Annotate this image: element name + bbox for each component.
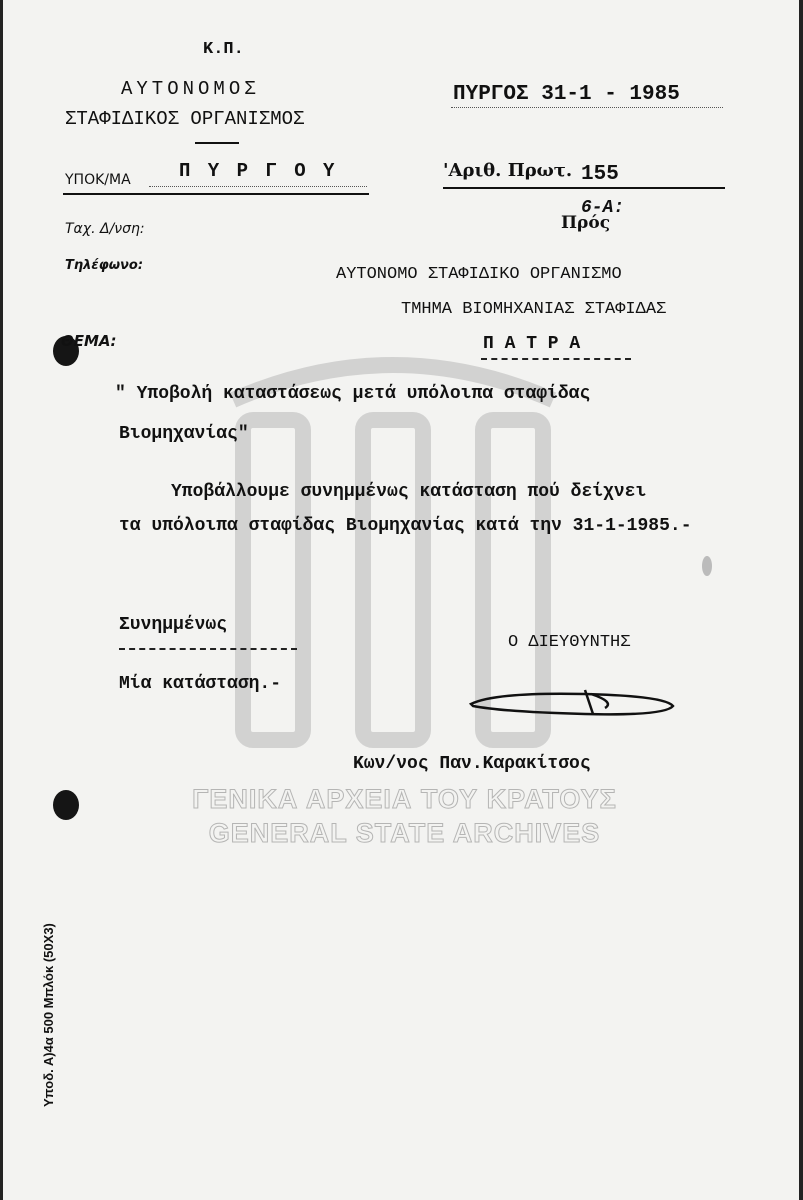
punch-hole-bottom (53, 790, 79, 820)
subject-line1: " Υποβολή καταστάσεως μετά υπόλοιπα σταφίδας (115, 384, 591, 404)
organization-name-line2: ΣΤΑΦΙΔΙΚΟΣ ΟΡΓΑΝΙΣΜΟΣ (65, 108, 305, 130)
postal-address-label: Ταχ. Δ/νση: (65, 221, 145, 237)
recipient-city: Π Α Τ Ρ Α (483, 334, 581, 354)
attachment-item: Μία κατάσταση.- (119, 674, 282, 694)
phone-label: Τηλέφωνο: (65, 258, 144, 273)
handwritten-signature-icon (465, 684, 685, 724)
attachments-label: Συνημμένως (119, 615, 228, 635)
watermark-english: GENERAL STATE ARCHIVES (208, 818, 601, 848)
paper-blemish (702, 556, 712, 576)
protocol-number: 155 (581, 163, 619, 186)
organization-name-line1: ΑΥΤΟΝΟΜΟΣ (121, 78, 260, 100)
recipient-line2: ΤΜΗΜΑ ΒΙΟΜΗΧΑΝΙΑΣ ΣΤΑΦΙΔΑΣ (401, 300, 667, 319)
recipient-line1: ΑΥΤΟΝΟΜΟ ΣΤΑΦΙΔΙΚΟ ΟΡΓΑΝΙΣΜΟ (336, 265, 622, 284)
subject-label: ΘΕΜΑ: (61, 332, 117, 350)
branch-value: Π Υ Ρ Γ Ο Υ (179, 160, 338, 182)
protocol-label: 'Αριθ. Πρωτ. (443, 160, 573, 181)
branch-label: ΥΠΟΚ/ΜΑ (65, 172, 131, 188)
place-date: ΠΥΡΓΟΣ 31-1 - 1985 (453, 83, 680, 106)
body-line2: τα υπόλοιπα σταφίδας Βιομηχανίας κατά την 31-1-1985.- (119, 516, 692, 536)
to-label: Πρός (561, 213, 611, 233)
watermark-greek: ΓΕΝΙΚΑ ΑΡΧΕΙΑ ΤΟΥ ΚΡΑΤΟΥΣ (192, 784, 617, 814)
body-line1: Υποβάλλουμε συνημμένως κατάσταση πού δείχνει (171, 482, 647, 502)
to-handwritten-note: 6-Α: (581, 198, 625, 218)
director-title: Ο ΔΙΕΥΘΥΝΤΗΣ (508, 633, 631, 652)
kp-label: Κ.Π. (203, 40, 244, 59)
side-print-note: Υποδ. Α)4α 500 Μπλόκ (50Χ3) (41, 923, 56, 1107)
signatory-name: Κων/νος Παν.Καρακίτσος (353, 754, 591, 774)
subject-line2: Βιομηχανίας" (119, 424, 249, 444)
